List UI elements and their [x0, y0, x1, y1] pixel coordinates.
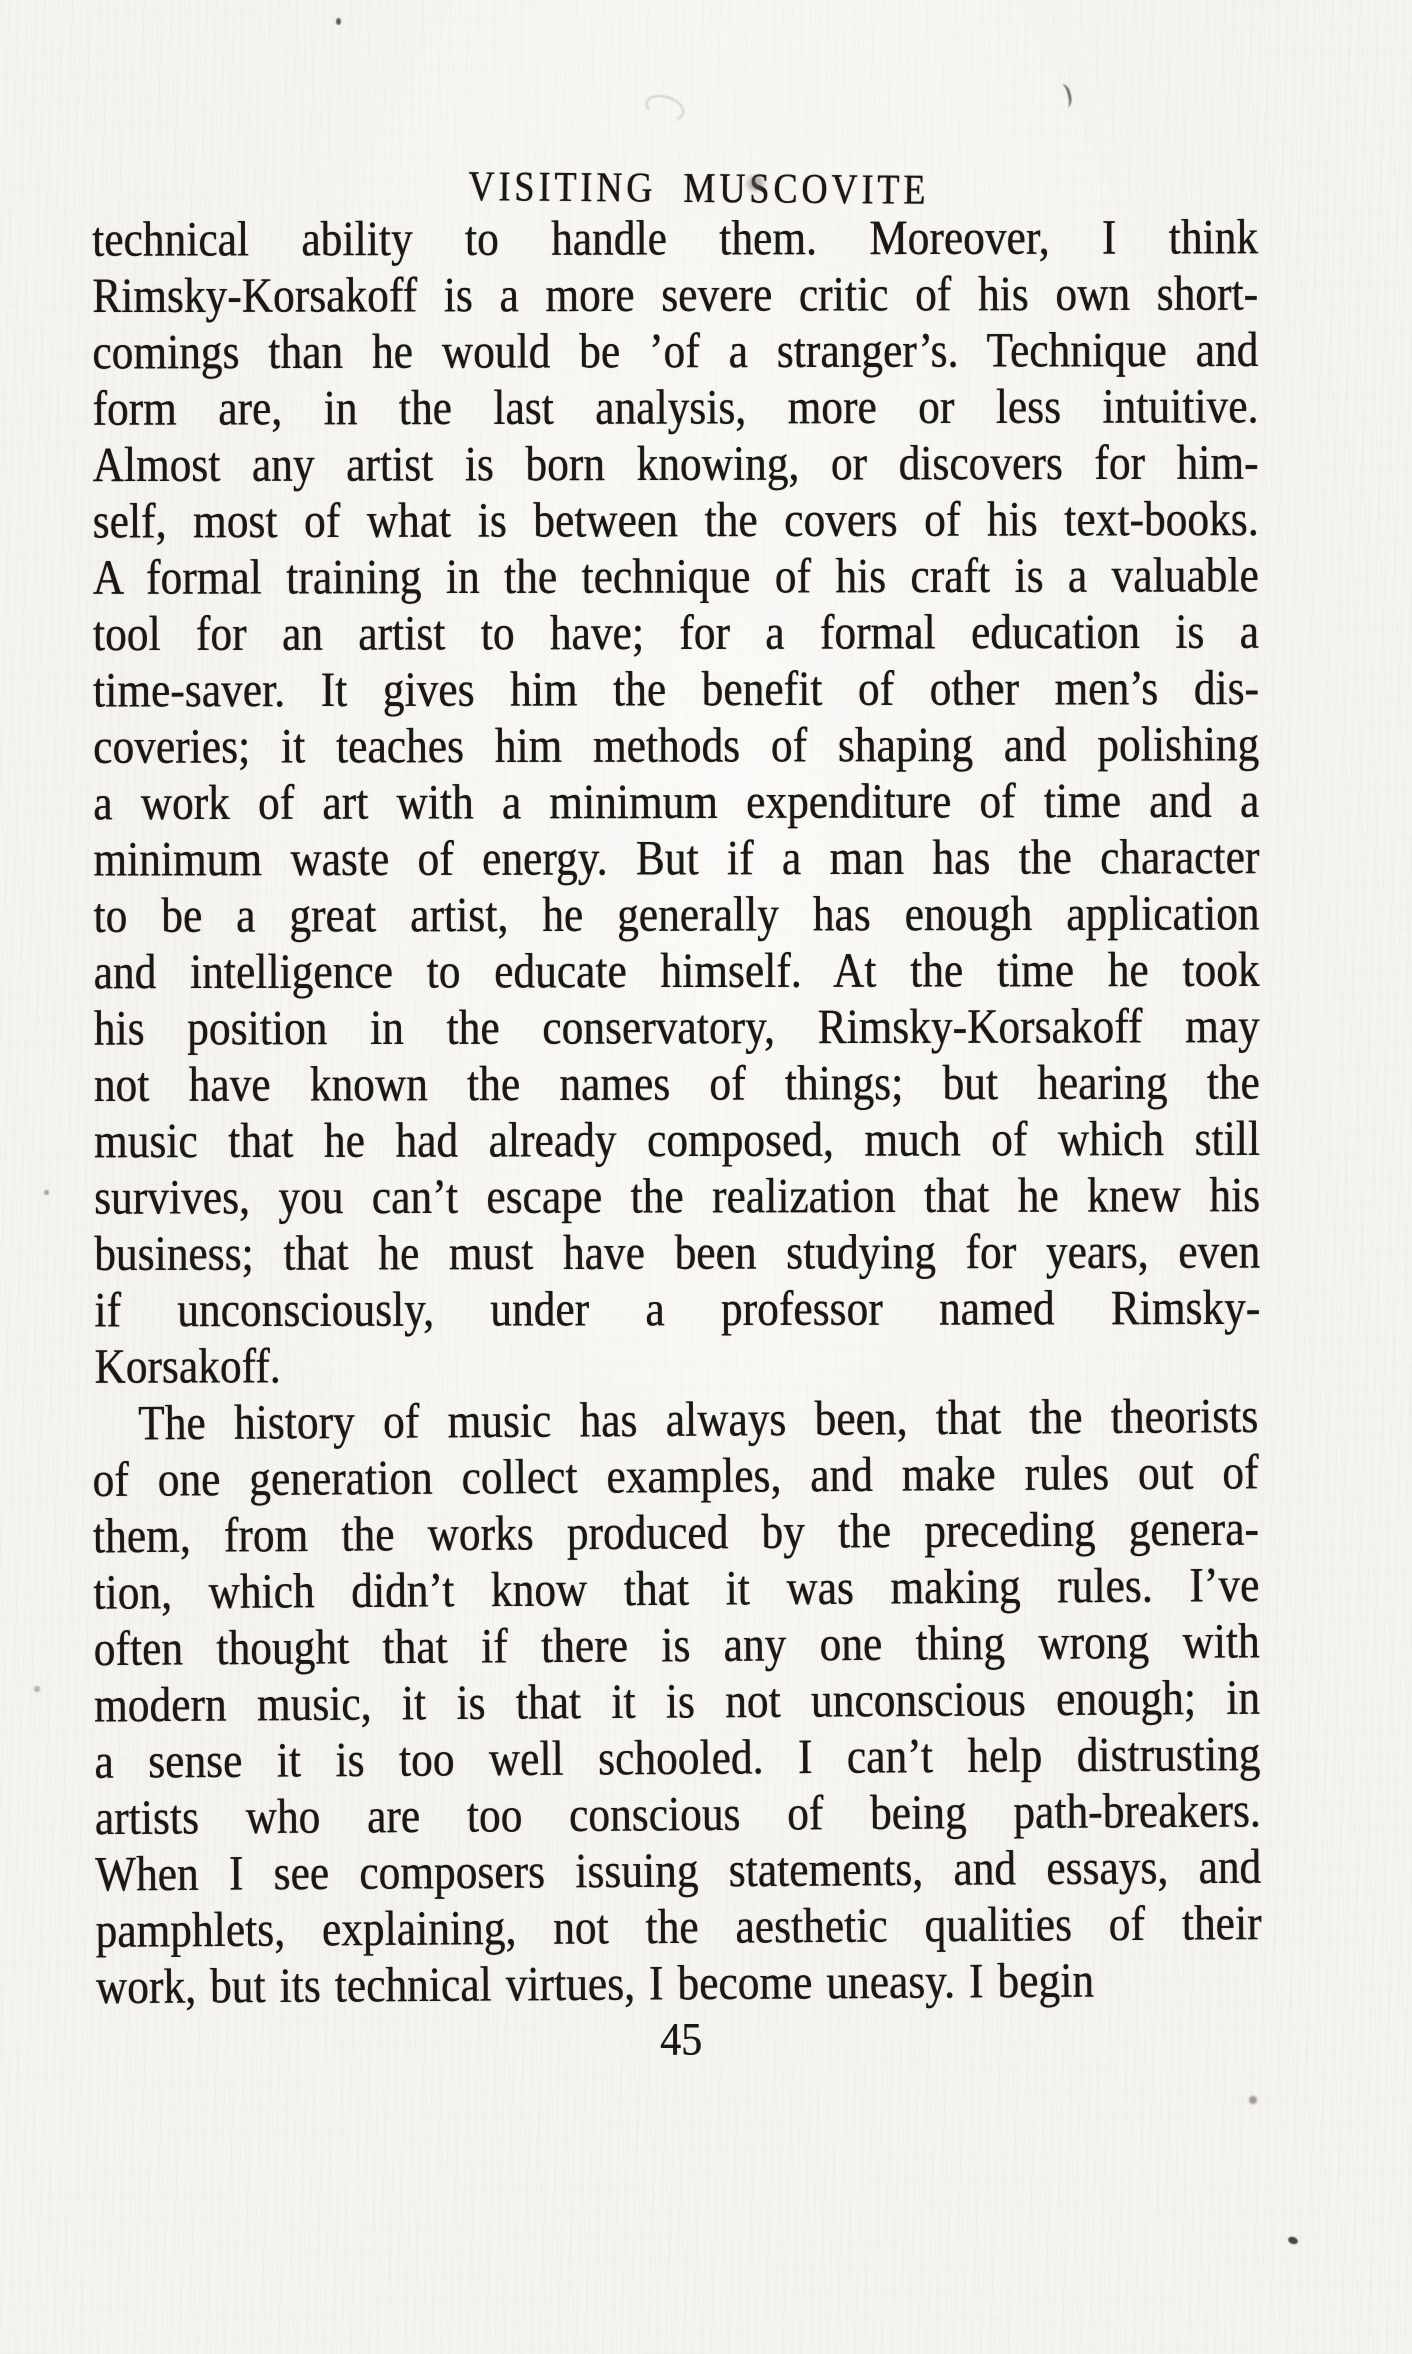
text-line: often thought that if there is any one thing wrong with	[93, 1614, 1260, 1677]
text-line: not have known the names of things; but hearing the	[93, 1055, 1260, 1113]
scan-ink-curl	[1053, 83, 1073, 110]
text-line: work, but its technical virtues, I become uneasy. I begin	[95, 1954, 1095, 2015]
text-line: Korsakoff.	[94, 1339, 281, 1395]
text-line: self, most of what is between the covers of his text-books.	[92, 492, 1259, 549]
text-line: a work of art with a minimum expenditure of time and a	[93, 774, 1260, 831]
page-number: 45	[660, 2014, 702, 2066]
text-line: tool for an artist to have; for a formal education is a	[92, 605, 1259, 662]
text-line: his position in the conservatory, Rimsky-Korsakoff may	[93, 999, 1260, 1057]
text-line: survives, you can’t escape the realization that he knew his	[94, 1168, 1261, 1226]
text-line: if unconsciously, under a professor named Rimsky-	[94, 1281, 1261, 1338]
scan-speck	[1287, 2236, 1299, 2246]
paragraph-1	[92, 210, 1260, 1396]
text-line: them, from the works produced by the preceding genera-	[92, 1502, 1260, 1564]
text-line: and intelligence to educate himself. At the time he took	[93, 943, 1260, 1000]
text-line: of one generation collect examples, and make rules out of	[92, 1445, 1259, 1508]
scan-speck	[34, 1686, 40, 1692]
text-line: minimum waste of energy. But if a man has the character	[93, 830, 1260, 888]
text-line: Almost any artist is born knowing, or discovers for him-	[92, 436, 1259, 493]
text-line: business; that he must have been studying for years, even	[94, 1225, 1261, 1282]
text-line: modern music, it is that it is not unconscious enough; in	[93, 1671, 1261, 1733]
text-line: pamphlets, explaining, not the aesthetic qualities of their	[95, 1896, 1262, 1959]
scan-speck	[1249, 2096, 1257, 2104]
text-line: a sense it is too well schooled. I can’t help distrusting	[94, 1727, 1261, 1790]
paragraph-2	[92, 1388, 1262, 2016]
scan-speck	[336, 18, 341, 25]
text-line: to be a great artist, he generally has enough application	[93, 886, 1260, 944]
text-line: form are, in the last analysis, more or less intuitive.	[92, 379, 1259, 437]
scan-pencil-mark	[642, 90, 687, 125]
page-title: VISITING MUSCOVITE	[468, 162, 930, 214]
text-line: artists who are too conscious of being path-breakers.	[94, 1783, 1261, 1846]
text-line: When I see composers issuing statements, and essays, and	[94, 1840, 1262, 1902]
scan-speck	[44, 1190, 49, 1195]
text-line: The history of music has always been, that the theorists	[138, 1389, 1259, 1451]
text-line: music that he had already composed, much of which still	[93, 1112, 1261, 1169]
text-line: A formal training in the technique of his craft is a valuable	[92, 548, 1259, 606]
text-line: time-saver. It gives him the benefit of other men’s dis-	[92, 661, 1260, 718]
text-line: comings than he would be ’of a stranger’s. Technique and	[92, 323, 1259, 380]
text-line: tion, which didn’t know that it was making rules. I’ve	[93, 1558, 1260, 1621]
text-line: Rimsky-Korsakoff is a more severe critic of his own short-	[92, 267, 1259, 324]
text-line: coveries; it teaches him methods of shaping and polishing	[93, 717, 1260, 775]
text-line: technical ability to handle them. Moreover, I think	[92, 210, 1259, 268]
